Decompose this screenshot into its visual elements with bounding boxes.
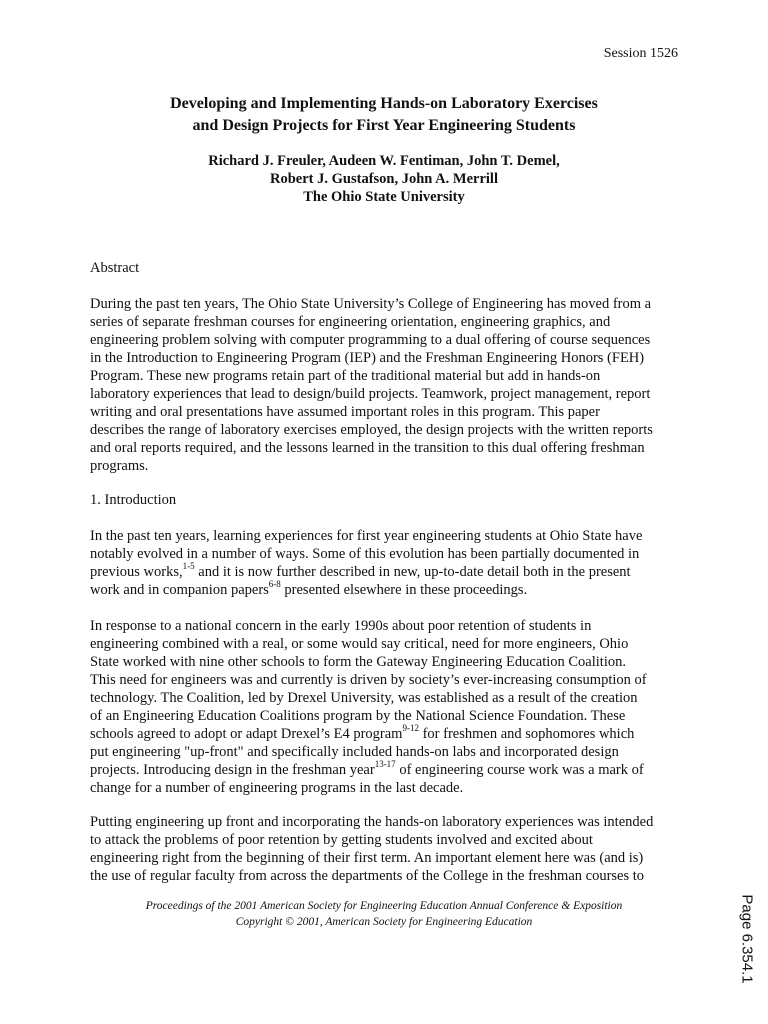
text-line: engineering right from the beginning of their first term. An important element here was (and is) <box>90 850 644 866</box>
abstract-heading: Abstract <box>90 260 140 276</box>
text-line: programs. <box>90 458 149 474</box>
title-line: and Design Projects for First Year Engineering Students <box>192 117 576 134</box>
text-line: series of separate freshman courses for engineering orientation, engineering graphics, and <box>90 314 611 330</box>
text-line: notably evolved in a number of ways. Some of this evolution has been partially documented in <box>90 546 640 562</box>
page-number-stamp <box>735 895 759 983</box>
citation-superscript: 9-12 <box>402 723 419 734</box>
text-span: and it is now further described in new, up-to-date detail both in the present <box>194 564 631 580</box>
page-number: Page 6.354.1 <box>738 894 756 984</box>
intro-paragraph-1 <box>90 527 690 599</box>
text-span: presented elsewhere in these proceedings. <box>280 582 528 598</box>
text-line: to attack the problems of poor retention by getting students involved and excited about <box>90 832 593 848</box>
citation-superscript: 13-17 <box>374 759 396 770</box>
footer-line: Copyright © 2001, American Society for Engineering Education <box>235 916 533 928</box>
paper-title <box>90 93 678 137</box>
text-line: of an Engineering Education Coalitions program by the National Science Foundation. These <box>90 708 626 724</box>
author-block <box>90 152 678 206</box>
text-line: During the past ten years, The Ohio State University’s College of Engineering has moved from a <box>90 296 652 312</box>
text-line: This need for engineers was and currently is driven by society’s ever-increasing consumption of <box>90 672 647 688</box>
text-line: put engineering "up-front" and specifically included hands-on labs and incorporated design <box>90 744 619 760</box>
abstract-paragraph <box>90 295 690 475</box>
intro-paragraph-2 <box>90 617 690 797</box>
text-line: the use of regular faculty from across the departments of the College in the freshman courses to <box>90 868 645 884</box>
text-span: projects. Introducing design in the freshman year <box>90 762 375 778</box>
text-span: work and in companion papers <box>90 582 269 598</box>
text-line: In response to a national concern in the early 1990s about poor retention of students in <box>90 618 592 634</box>
author-line: Richard J. Freuler, Audeen W. Fentiman, John T. Demel, <box>208 153 560 169</box>
text-line: engineering problem solving with computer programming to a dual offering of course sequences <box>90 332 651 348</box>
text-line: in the Introduction to Engineering Program (IEP) and the Freshman Engineering Honors (FEH) <box>90 350 645 366</box>
text-line: engineering combined with a real, or some would say critical, need for more engineers, Ohio <box>90 636 629 652</box>
text-line <box>90 725 690 743</box>
text-line: technology. The Coalition, led by Drexel University, was established as a result of the creation <box>90 690 638 706</box>
text-line <box>90 761 690 779</box>
intro-paragraph-3 <box>90 813 690 885</box>
text-line: In the past ten years, learning experiences for first year engineering students at Ohio State have <box>90 528 643 544</box>
text-line: change for a number of engineering programs in the last decade. <box>90 780 464 796</box>
title-line: Developing and Implementing Hands-on Laboratory Exercises <box>170 95 598 112</box>
affiliation: The Ohio State University <box>303 189 465 205</box>
text-span: for freshmen and sophomores which <box>418 726 635 742</box>
text-line: writing and oral presentations have assumed important roles in this program. This paper <box>90 404 600 420</box>
introduction-heading: 1. Introduction <box>90 492 177 508</box>
proceedings-footer <box>90 898 678 930</box>
citation-superscript: 6-8 <box>268 579 281 590</box>
text-span: previous works, <box>90 564 183 580</box>
footer-line: Proceedings of the 2001 American Society for Engineering Education Annual Conference & Exposition <box>145 900 623 912</box>
text-line: Putting engineering up front and incorporating the hands-on laboratory experiences was intended <box>90 814 654 830</box>
citation-superscript: 1-5 <box>182 561 195 572</box>
session-label: Session 1526 <box>603 46 678 61</box>
text-line: and oral reports required, and the lessons learned in the transition to this dual offering freshman <box>90 440 645 456</box>
text-line: describes the range of laboratory exercises employed, the design projects with the written reports <box>90 422 653 438</box>
text-span: of engineering course work was a mark of <box>395 762 644 778</box>
text-line <box>90 581 690 599</box>
author-line: Robert J. Gustafson, John A. Merrill <box>270 171 498 187</box>
text-line: laboratory experiences that lead to design/build projects. Teamwork, project management, report <box>90 386 651 402</box>
text-line <box>90 563 690 581</box>
text-line: State worked with nine other schools to form the Gateway Engineering Education Coalition. <box>90 654 626 670</box>
text-span: schools agreed to adopt or adapt Drexel’s E4 program <box>90 726 403 742</box>
text-line: Program. These new programs retain part of the traditional material but add in hands-on <box>90 368 601 384</box>
